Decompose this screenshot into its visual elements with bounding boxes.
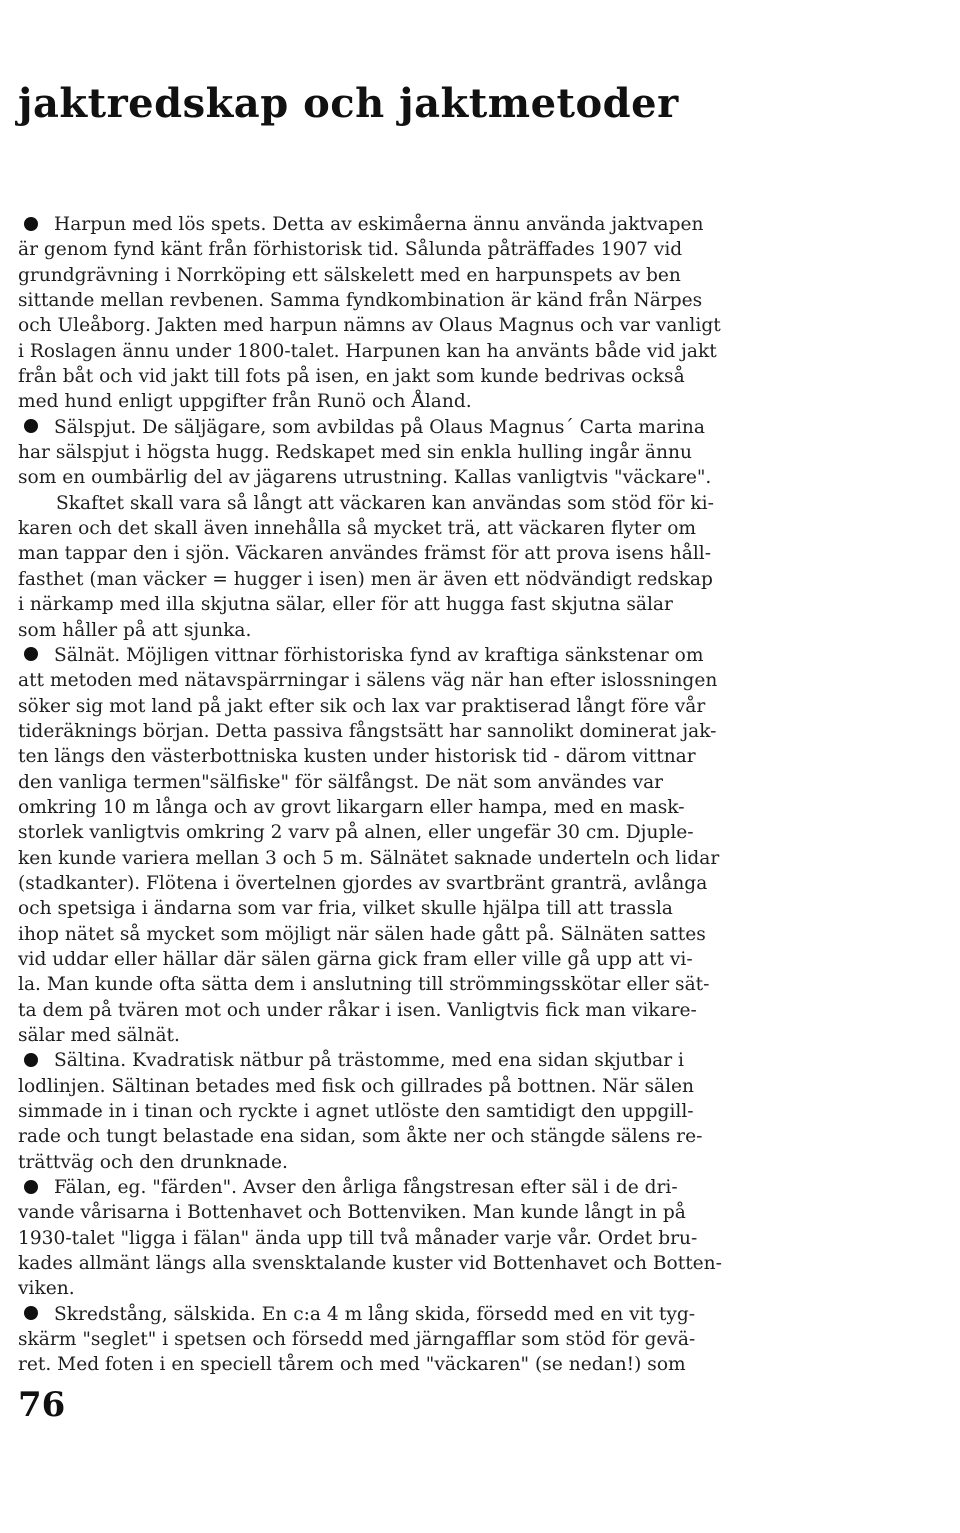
bullet-dot-icon (24, 647, 38, 661)
text-line (18, 237, 954, 262)
line-text: Sälnät. Möjligen vittnar förhistoriska fynd av kraftiga sänkstenar om (54, 644, 704, 666)
text-line (18, 516, 954, 541)
page-number: 76 (18, 1385, 66, 1425)
line-text: trättväg och den drunknade. (18, 1151, 288, 1173)
line-text: Skaftet skall vara så långt att väckaren kan användas som stöd för ki- (56, 492, 714, 514)
line-text: karen och det skall även innehålla så mycket trä, att väckaren flyter om (18, 518, 697, 540)
text-line (18, 871, 954, 896)
bullet-dot-icon (24, 419, 38, 433)
line-text: ret. Med foten i en speciell tårem och med "väckaren" (se nedan!) som (18, 1354, 686, 1376)
line-text: är genom fynd känt från förhistorisk tid. Sålunda påträffades 1907 vid (18, 239, 683, 261)
text-line (18, 1352, 954, 1377)
line-text: tideräknings början. Detta passiva fångstsätt har sannolikt dominerat jak- (18, 720, 717, 742)
text-line (18, 1327, 954, 1352)
line-text: Skredstång, sälskida. En c:a 4 m lång skida, försedd med en vit tyg- (54, 1303, 696, 1325)
text-line (18, 263, 954, 288)
line-text: man tappar den i sjön. Väckaren användes främst för att prova isens håll- (18, 543, 711, 565)
text-line (18, 1124, 954, 1149)
text-line (18, 846, 954, 871)
text-line (18, 541, 954, 566)
text-line (18, 795, 954, 820)
text-line (18, 820, 954, 845)
line-text: rade och tungt belastade ena sidan, som åkte ner och stängde sälens re- (18, 1126, 703, 1148)
line-text: Harpun med lös spets. Detta av eskimåerna ännu använda jaktvapen (54, 214, 704, 235)
line-text: fasthet (man väcker = hugger i isen) men är även ett nödvändigt redskap (18, 568, 713, 590)
bullet-paragraph-line (18, 212, 954, 237)
bullet-dot-icon (24, 217, 38, 231)
line-text: la. Man kunde ofta sätta dem i anslutning till strömmingsskötar eller sät- (18, 974, 710, 996)
bullet-dot-icon (24, 1053, 38, 1067)
bullet-paragraph-line (18, 1302, 954, 1327)
bullet-paragraph-line (18, 643, 954, 668)
line-text: simmade in i tinan och ryckte i agnet utlöste den samtidigt den uppgill- (18, 1101, 694, 1123)
page-heading: jaktredskap och jaktmetoder (18, 80, 679, 127)
text-line (18, 364, 954, 389)
text-line (18, 998, 954, 1023)
text-line (18, 1023, 954, 1048)
text-line (18, 719, 954, 744)
text-line (18, 922, 954, 947)
text-line (18, 694, 954, 719)
text-line (18, 744, 954, 769)
line-text: ten längs den västerbottniska kusten under historisk tid - därom vittnar (18, 746, 696, 768)
text-line (18, 618, 954, 643)
line-text: viken. (18, 1278, 75, 1300)
text-line (18, 288, 954, 313)
text-line (18, 465, 954, 490)
bullet-dot-icon (24, 1306, 38, 1320)
bullet-paragraph-line (18, 1048, 954, 1073)
line-text: i närkamp med illa skjutna sälar, eller för att hugga fast skjutna sälar (18, 594, 673, 616)
text-line (18, 1150, 954, 1175)
line-text: ken kunde variera mellan 3 och 5 m. Sälnätet saknade underteln och lidar (18, 847, 720, 869)
line-text: som en oumbärlig del av jägarens utrustning. Kallas vanligtvis "väckare". (18, 467, 712, 489)
line-text: storlek vanligtvis omkring 2 varv på alnen, eller ungefär 30 cm. Djuple- (18, 822, 694, 844)
line-text: från båt och vid jakt till fots på isen, en jakt som kunde bedrivas också (18, 366, 685, 388)
text-line (18, 339, 954, 364)
line-text: grundgrävning i Norrköping ett sälskelett med en harpunspets av ben (18, 264, 681, 286)
line-text: och Uleåborg. Jakten med harpun nämns av Olaus Magnus och var vanligt (18, 315, 721, 337)
line-text: skärm "seglet" i spetsen och försedd med järngafflar som stöd för gevä- (18, 1329, 696, 1351)
text-line (18, 947, 954, 972)
line-text: har sälspjut i högsta hugg. Redskapet med sin enkla hulling ingår ännu (18, 442, 692, 464)
text-line (18, 491, 954, 516)
bullet-paragraph-line (18, 1175, 954, 1200)
text-line (18, 668, 954, 693)
bullet-paragraph-line (18, 415, 954, 440)
text-line (18, 770, 954, 795)
line-text: söker sig mot land på jakt efter sik och lax var praktiserad långt före vår (18, 695, 706, 717)
text-line (18, 313, 954, 338)
line-text: i Roslagen ännu under 1800-talet. Harpunen kan ha använts både vid jakt (18, 340, 717, 362)
line-text: sälar med sälnät. (18, 1025, 180, 1046)
text-line (18, 1226, 954, 1251)
bullet-dot-icon (24, 1180, 38, 1194)
line-text: med hund enligt uppgifter från Runö och Åland. (18, 391, 472, 413)
text-line (18, 1099, 954, 1124)
line-text: vande vårisarna i Bottenhavet och Bottenviken. Man kunde långt in på (18, 1202, 686, 1224)
line-text: vid uddar eller hällar där sälen gärna gick fram eller ville gå upp att vi- (18, 948, 693, 970)
line-text: som håller på att sjunka. (18, 619, 252, 641)
line-text: kades allmänt längs alla svensktalande kuster vid Bottenhavet och Botten- (18, 1253, 722, 1275)
line-text: omkring 10 m långa och av grovt likargarn eller hampa, med en mask- (18, 796, 685, 818)
text-line (18, 1200, 954, 1225)
line-text: den vanliga termen"sälfiske" för sälfångst. De nät som användes var (18, 771, 664, 793)
line-text: (stadkanter). Flötena i övertelnen gjordes av svartbränt granträ, avlånga (18, 872, 708, 894)
text-line (18, 567, 954, 592)
text-line (18, 896, 954, 921)
line-text: ihop nätet så mycket som möjligt när sälen hade gått på. Sälnäten sattes (18, 923, 706, 945)
text-line (18, 1251, 954, 1276)
text-line (18, 440, 954, 465)
line-text: och spetsiga i ändarna som var fria, vilket skulle hjälpa till att trassla (18, 898, 673, 920)
text-line (18, 1276, 954, 1301)
text-line (18, 972, 954, 997)
line-text: sittande mellan revbenen. Samma fyndkombination är känd från Närpes (18, 290, 703, 312)
text-line (18, 592, 954, 617)
body-text (18, 212, 954, 1378)
line-text: Sälspjut. De säljägare, som avbildas på Olaus Magnus´ Carta marina (54, 416, 705, 438)
line-text: 1930-talet "ligga i fälan" ända upp till två månader varje vår. Ordet bru- (18, 1227, 698, 1249)
line-text: lodlinjen. Sältinan betades med fisk och gillrades på bottnen. När sälen (18, 1075, 694, 1097)
text-line (18, 389, 954, 414)
line-text: ta dem på tvären mot och under råkar i isen. Vanligtvis fick man vikare- (18, 999, 697, 1021)
text-line (18, 1074, 954, 1099)
line-text: Sältina. Kvadratisk nätbur på trästomme, med ena sidan skjutbar i (54, 1050, 684, 1072)
line-text: att metoden med nätavspärrningar i sälens väg när han efter islossningen (18, 670, 718, 692)
line-text: Fälan, eg. "färden". Avser den årliga fångstresan efter säl i de dri- (54, 1177, 678, 1199)
